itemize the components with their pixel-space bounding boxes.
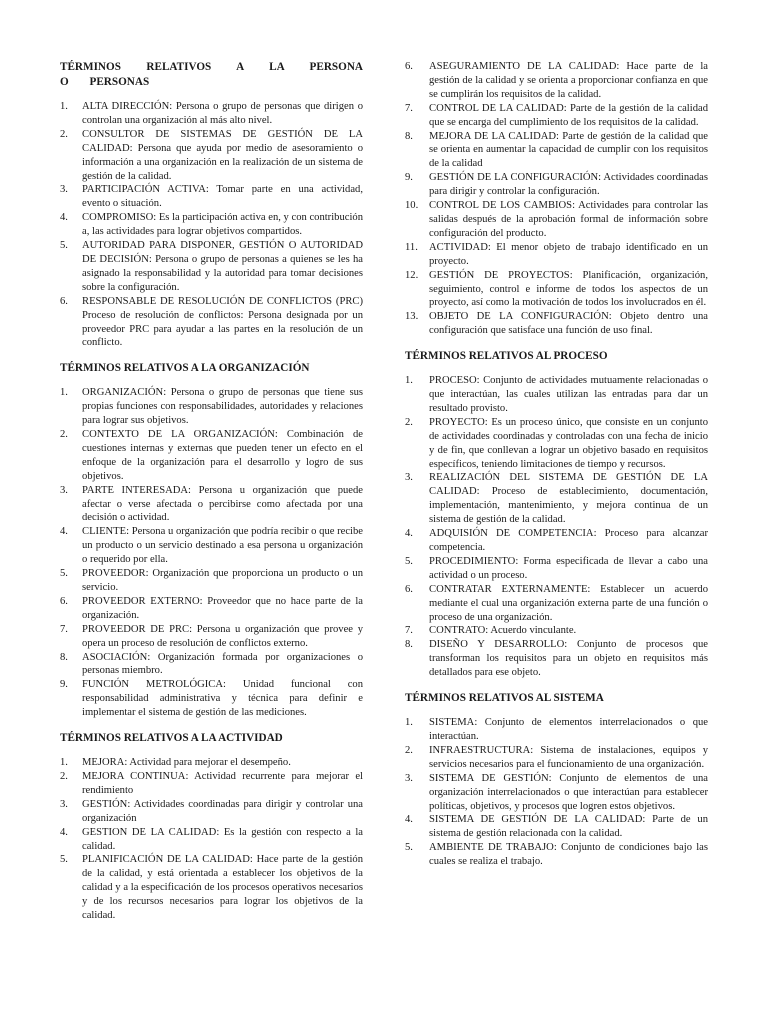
list-item: [405, 716, 708, 744]
item-text: COMPROMISO: Es la participación activa en, y con contribución a, las actividades para lograr objetivos compartidos.: [82, 212, 363, 238]
section-terminos-relativos-al-proceso: [405, 349, 708, 680]
section-heading: TÉRMINOS RELATIVOS A LA ORGANIZACIÓN: [60, 362, 310, 375]
item-text: PARTICIPACIÓN ACTIVA: Tomar parte en una actividad, evento o situación.: [82, 184, 363, 210]
item-number: 7.: [405, 102, 413, 114]
item-number: 9.: [60, 679, 68, 691]
list-item: [405, 527, 708, 555]
item-number: 5.: [60, 568, 68, 580]
list-item: [60, 623, 363, 651]
list-item: [405, 60, 708, 102]
item-text: ACTIVIDAD: El menor objeto de trabajo identificado en un proyecto.: [429, 241, 708, 267]
item-number: 2.: [405, 744, 413, 756]
term-list: [60, 756, 363, 923]
list-item: [405, 241, 708, 269]
list-item: [405, 841, 708, 869]
list-item: [405, 813, 708, 841]
term-list: [60, 100, 363, 350]
item-text: CONTRATO: Acuerdo vinculante.: [429, 625, 577, 637]
item-number: 3.: [405, 472, 413, 484]
item-number: 6.: [405, 583, 413, 595]
item-number: 4.: [60, 526, 68, 538]
item-number: 4.: [405, 814, 413, 826]
list-item: [60, 295, 363, 351]
section-continued: [405, 60, 708, 338]
list-item: [60, 239, 363, 295]
item-text: PARTE INTERESADA: Persona u organización que puede afectar o verse afectada o percibirse como afectada por una decisión o actividad.: [82, 484, 363, 524]
list-item: [405, 171, 708, 199]
list-item: [60, 770, 363, 798]
item-text: MEJORA: Actividad para mejorar el desempeño.: [82, 757, 291, 769]
item-text: MEJORA CONTINUA: Actividad recurrente para mejorar el rendimiento: [82, 770, 363, 796]
section-terminos-relativos-a-la-actividad: [60, 731, 363, 923]
item-text: PROVEEDOR DE PRC: Persona u organización que provee y opera un proceso de resolución de conflictos externo.: [82, 623, 363, 649]
item-text: PROYECTO: Es un proceso único, que consiste en un conjunto de actividades coordinadas y controladas con una fecha de inicio y de fin, que conllevan a lograr un objetivo basado en requisitos específicos, teniendo limitaciones de tiempo y recursos.: [429, 416, 708, 470]
list-item: [405, 416, 708, 472]
item-number: 2.: [60, 429, 68, 441]
section-heading: TÉRMINOS RELATIVOS AL PROCESO: [405, 350, 608, 363]
list-item: [60, 525, 363, 567]
item-number: 4.: [405, 528, 413, 540]
list-item: [60, 853, 363, 923]
item-number: 1.: [60, 101, 68, 112]
item-number: 3.: [405, 772, 413, 784]
list-item: [405, 199, 708, 241]
item-number: 8.: [60, 651, 68, 663]
list-item: [405, 744, 708, 772]
list-item: [405, 374, 708, 416]
left-column: [60, 60, 363, 934]
item-number: 2.: [60, 770, 68, 782]
item-text: DISEÑO Y DESARROLLO: Conjunto de procesos que transforman los requisitos para un objeto en requisitos más detallados para ese objeto.: [429, 639, 708, 679]
item-text: OBJETO DE LA CONFIGURACIÓN: Objeto dentro una configuración que satisface una función de uso final.: [429, 311, 708, 337]
list-item: [60, 128, 363, 184]
term-list: [405, 716, 708, 869]
item-number: 9.: [405, 172, 413, 184]
list-item: [405, 130, 708, 172]
list-item: [60, 651, 363, 679]
item-text: CONTROL DE LOS CAMBIOS: Actividades para controlar las salidas después de la aprobación formal de información sobre configuración del producto.: [429, 200, 708, 239]
item-number: 1.: [60, 757, 68, 769]
item-number: 11.: [405, 241, 418, 253]
item-text: GESTIÓN DE LA CONFIGURACIÓN: Actividades coordinadas para dirigir y controlar la configuración.: [429, 172, 708, 198]
item-number: 6.: [60, 295, 68, 307]
list-item: [405, 555, 708, 583]
item-text: PROVEEDOR: Organización que proporciona un producto o un servicio.: [82, 568, 363, 593]
item-number: 3.: [60, 798, 68, 810]
list-item: [405, 638, 708, 680]
item-text: CONSULTOR DE SISTEMAS DE GESTIÓN DE LA CALIDAD: Persona que ayuda por medio de asesoramiento o información a una organización en la realización de un sistema de gestión de la calidad.: [82, 128, 363, 182]
term-list: [405, 60, 708, 338]
item-text: ADQUISIÓN DE COMPETENCIA: Proceso para alcanzar competencia.: [429, 528, 708, 553]
right-column: [405, 60, 708, 880]
list-item: [60, 756, 363, 770]
item-text: PROVEEDOR EXTERNO: Proveedor que no hace parte de la organización.: [82, 595, 363, 621]
item-number: 4.: [60, 212, 68, 224]
item-number: 3.: [60, 484, 68, 496]
item-number: 1.: [405, 717, 413, 729]
item-text: AUTORIDAD PARA DISPONER, GESTIÓN O AUTORIDAD DE DECISIÓN: Persona o grupo de personas a quienes se les ha asignado la responsabilidad y la autoridad para tomar decisiones sobre la configuración.: [82, 240, 363, 293]
list-item: [405, 102, 708, 130]
item-text: GESTION DE LA CALIDAD: Es la gestión con respecto a la calidad.: [82, 826, 363, 852]
item-number: 1.: [60, 387, 68, 399]
item-number: 2.: [405, 416, 413, 428]
item-text: FUNCIÓN METROLÓGICA: Unidad funcional con responsabilidad administrativa y técnica para definir e implementar el sistema de gestión de las mediciones.: [82, 679, 363, 719]
item-text: AMBIENTE DE TRABAJO: Conjunto de condiciones bajo las cuales se realiza el trabajo.: [429, 842, 708, 868]
section-terminos-relativos-al-sistema: [405, 691, 708, 869]
item-number: 5.: [60, 854, 68, 866]
item-text: MEJORA DE LA CALIDAD: Parte de gestión de la calidad que se orienta en aumentar la capacidad de cumplir con los requisitos de la calidad: [429, 130, 708, 170]
list-item: [60, 678, 363, 720]
item-text: CONTROL DE LA CALIDAD: Parte de la gestión de la calidad que se encarga del cumplimiento de los requisitos de la calidad.: [429, 102, 708, 128]
list-item: [405, 624, 708, 638]
item-number: 5.: [60, 240, 68, 252]
item-number: 8.: [405, 130, 413, 142]
list-item: [60, 100, 363, 128]
item-text: GESTIÓN DE PROYECTOS: Planificación, organización, seguimiento, control e informe de todos los aspectos de un proyecto, así como la motivación de todos los involucrados en él.: [429, 269, 708, 309]
item-text: ASOCIACIÓN: Organización formada por organizaciones o personas miembro.: [82, 651, 363, 677]
item-number: 7.: [60, 623, 68, 635]
list-item: [405, 269, 708, 311]
list-item: [405, 471, 708, 527]
item-text: PROCEDIMIENTO: Forma especificada de llevar a cabo una actividad o un proceso.: [429, 555, 708, 581]
term-list: [405, 374, 708, 680]
item-text: REALIZACIÓN DEL SISTEMA DE GESTIÓN DE LA CALIDAD: Proceso de establecimiento, documentación, implementación, mantenimiento, y mejora continua de un sistema de gestión de la calidad.: [429, 472, 708, 526]
item-number: 8.: [405, 639, 413, 651]
item-text: CONTEXTO DE LA ORGANIZACIÓN: Combinación de cuestiones internas y externas que pueden tener un efecto en el enfoque de la organización para el desarrollo y logro de sus objetivos.: [82, 429, 363, 482]
item-number: 5.: [405, 555, 413, 567]
item-number: 13.: [405, 311, 419, 323]
item-number: 4.: [60, 826, 68, 838]
item-text: PLANIFICACIÓN DE LA CALIDAD: Hace parte de la gestión de la calidad, y está orientada a establecer los objetivos de la calidad y a la especificación de los procesos operativos necesarios y de los recursos necesarios para lograr los objetivos de la calidad.: [82, 854, 363, 922]
term-list: [60, 386, 363, 720]
item-text: ORGANIZACIÓN: Persona o grupo de personas que tiene sus propias funciones con responsabilidades, autoridades y relaciones para lograr sus objetivos.: [82, 387, 363, 427]
item-text: CLIENTE: Persona u organización que podría recibir o que recibe un producto o un servicio destinado a esa persona u organización o requerido por ella.: [82, 526, 363, 566]
section-heading: TÉRMINOS RELATIVOS AL SISTEMA: [405, 692, 604, 705]
item-text: SISTEMA DE GESTIÓN DE LA CALIDAD: Parte de un sistema de gestión relacionada con la calidad.: [429, 814, 708, 840]
list-item: [60, 567, 363, 595]
section-terminos-relativos-a-la-persona-o-personas: [60, 60, 363, 350]
item-number: 7.: [405, 625, 413, 637]
list-item: [60, 826, 363, 854]
list-item: [60, 386, 363, 428]
item-number: 10.: [405, 200, 419, 212]
list-item: [60, 211, 363, 239]
section-heading: TÉRMINOS RELATIVOS A LA PERSONA O PERSONAS: [60, 61, 363, 88]
list-item: [60, 183, 363, 211]
item-text: RESPONSABLE DE RESOLUCIÓN DE CONFLICTOS (PRC) Proceso de resolución de conflictos: Persona designada por un proveedor PRC para ayudar a las partes en la resolución de un conflicto.: [82, 295, 363, 349]
item-text: PROCESO: Conjunto de actividades mutuamente relacionadas o que interactúan, las cuales utilizan las entradas para dar un resultado provisto.: [429, 375, 708, 414]
list-item: [60, 798, 363, 826]
item-number: 6.: [60, 595, 68, 607]
list-item: [405, 583, 708, 625]
item-text: GESTIÓN: Actividades coordinadas para dirigir y controlar una organización: [82, 798, 363, 824]
item-text: CONTRATAR EXTERNAMENTE: Establecer un acuerdo mediante el cual una organización externa parte de una función o proceso de una organización.: [429, 583, 708, 623]
list-item: [405, 310, 708, 338]
item-number: 5.: [405, 842, 413, 854]
item-text: ASEGURAMIENTO DE LA CALIDAD: Hace parte de la gestión de la calidad y se orienta a proporcionar confianza en que se cumplirán los requisitos de la calidad.: [429, 61, 708, 100]
item-number: 12.: [405, 269, 419, 281]
item-text: INFRAESTRUCTURA: Sistema de instalaciones, equipos y servicios necesarios para el funcionamiento de una organización.: [429, 744, 708, 770]
list-item: [60, 484, 363, 526]
item-text: ALTA DIRECCIÓN: Persona o grupo de personas que dirigen o controlan una organización al más alto nivel.: [82, 101, 363, 126]
item-text: SISTEMA DE GESTIÓN: Conjunto de elementos de una organización interrelacionados o que interactúan para establecer políticas, objetivos, y procesos que logren estos objetivos.: [429, 772, 708, 812]
list-item: [60, 428, 363, 484]
section-terminos-relativos-a-la-organizacion: [60, 361, 363, 720]
item-number: 2.: [60, 128, 68, 140]
list-item: [60, 595, 363, 623]
item-number: 6.: [405, 61, 413, 72]
item-number: 1.: [405, 375, 413, 387]
item-number: 3.: [60, 184, 68, 196]
list-item: [405, 772, 708, 814]
section-heading: TÉRMINOS RELATIVOS A LA ACTIVIDAD: [60, 732, 283, 745]
item-text: SISTEMA: Conjunto de elementos interrelacionados o que interactúan.: [429, 717, 708, 742]
